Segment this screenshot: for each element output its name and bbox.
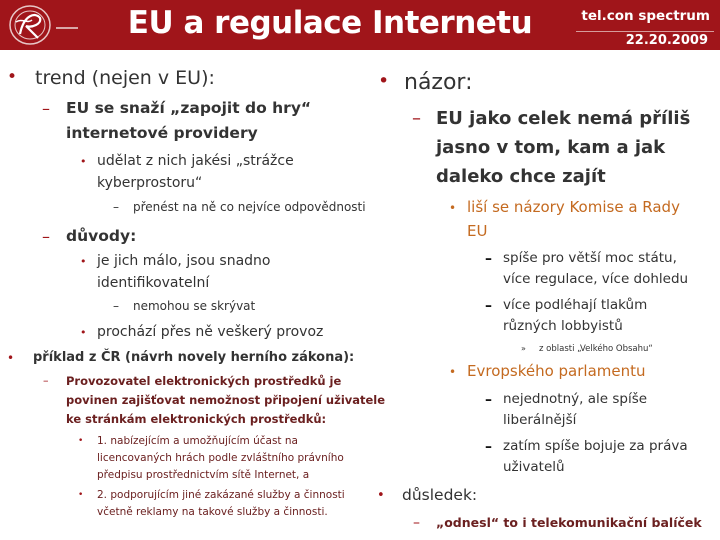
bullet-dash: – — [42, 227, 50, 246]
left-l4a: přenést na ně co nejvíce odpovědnosti — [133, 200, 366, 214]
right-r7: Evropského parlamentu — [467, 362, 646, 380]
bullet-dot: • — [378, 70, 390, 92]
left-l12b: včetně reklamy na takové služby a činnosti. — [97, 506, 328, 518]
right-r5b: různých lobbyistů — [503, 318, 623, 334]
header-bar — [0, 0, 720, 50]
bullet-dash-small: – — [485, 439, 492, 455]
left-l10a: Provozovatel elektronických prostředků je — [66, 374, 342, 388]
left-l6a: je jich málo, jsou snadno — [97, 253, 271, 269]
bullet-dot-small: • — [78, 490, 84, 500]
bullet-dot-small: • — [78, 436, 84, 446]
right-r2a: EU jako celek nemá příliš — [436, 108, 691, 129]
left-l10b: povinen zajišťovat nemožnost připojení uživatele — [66, 393, 386, 407]
bullet-dot: • — [377, 488, 385, 503]
right-r10: důsledek: — [402, 486, 478, 504]
right-r8b: liberálnější — [503, 412, 577, 428]
left-l9: příklad z ČR (návrh novely herního zákona): — [33, 350, 355, 365]
bullet-dot-small: • — [80, 155, 87, 168]
left-l8: prochází přes ně veškerý provoz — [97, 324, 324, 340]
double-chevron-icon: » — [521, 344, 526, 353]
left-l12a: 2. podporujícím jiné zakázané služby a činnosti — [97, 489, 345, 501]
right-r11: „odnesl“ to i telekomunikační balíček — [436, 515, 702, 530]
left-l3a: udělat z nich jakési „strážce — [97, 153, 294, 169]
brand-divider — [576, 31, 714, 32]
left-l1: trend (nejen v EU): — [35, 67, 215, 89]
left-l3b: kyberprostoru“ — [97, 175, 203, 191]
right-r3a: liší se názory Komise a Rady — [467, 198, 680, 216]
bullet-dash: – — [413, 515, 420, 531]
left-l2a: EU se snaží „zapojit do hry“ — [66, 99, 312, 117]
right-r2b: jasno v tom, kam a jak — [436, 137, 666, 158]
left-l11b: licencovaných hrách podle zvláštního právního — [97, 452, 344, 464]
right-r2c: daleko chce zajít — [436, 166, 606, 187]
right-r4a: spíše pro větší moc státu, — [503, 250, 677, 266]
bullet-dash-small: – — [485, 392, 492, 408]
bullet-dash-small: – — [113, 200, 119, 214]
left-l11a: 1. nabízejícím a umožňujícím účast na — [97, 435, 298, 447]
right-r3b: EU — [467, 222, 488, 240]
bullet-dash: – — [42, 99, 50, 118]
bullet-dot-small: • — [80, 326, 87, 339]
bullet-dot-small: • — [449, 201, 457, 215]
left-l7: nemohou se skrývat — [133, 299, 256, 313]
bullet-dot-small: • — [449, 365, 457, 379]
right-r5a: více podléhají tlakům — [503, 297, 648, 313]
right-r9b: uživatelů — [503, 459, 565, 475]
bullet-dash: – — [412, 108, 421, 129]
right-r9a: zatím spíše bojuje za práva — [503, 438, 688, 454]
bullet-dash-small: – — [113, 299, 119, 313]
left-l6b: identifikovatelní — [97, 275, 210, 291]
brand-label: tel.con spectrum — [581, 8, 710, 24]
left-l11c: předpisu prostřednictvím sítě Internet, a — [97, 469, 310, 481]
slide-title: EU a regulace Internetu — [127, 5, 533, 41]
right-r1: názor: — [404, 70, 473, 95]
left-l5: důvody: — [66, 227, 137, 245]
bullet-dash-small: – — [43, 374, 49, 387]
bullet-dash-small: – — [485, 251, 492, 267]
date-label: 22.20.2009 — [625, 33, 708, 48]
right-r8a: nejednotný, ale spíše — [503, 391, 648, 407]
left-l10c: ke stránkám elektronických prostředků: — [66, 412, 327, 426]
bullet-dot: • — [7, 351, 15, 365]
right-r4b: více regulace, více dohledu — [503, 271, 689, 287]
left-l2b: internetové providery — [66, 124, 258, 142]
bullet-dash-small: – — [485, 298, 492, 314]
right-r6: z oblasti „Velkého Obsahu“ — [539, 344, 653, 354]
bullet-dot-small: • — [80, 255, 87, 268]
bullet-dot: • — [7, 67, 18, 87]
